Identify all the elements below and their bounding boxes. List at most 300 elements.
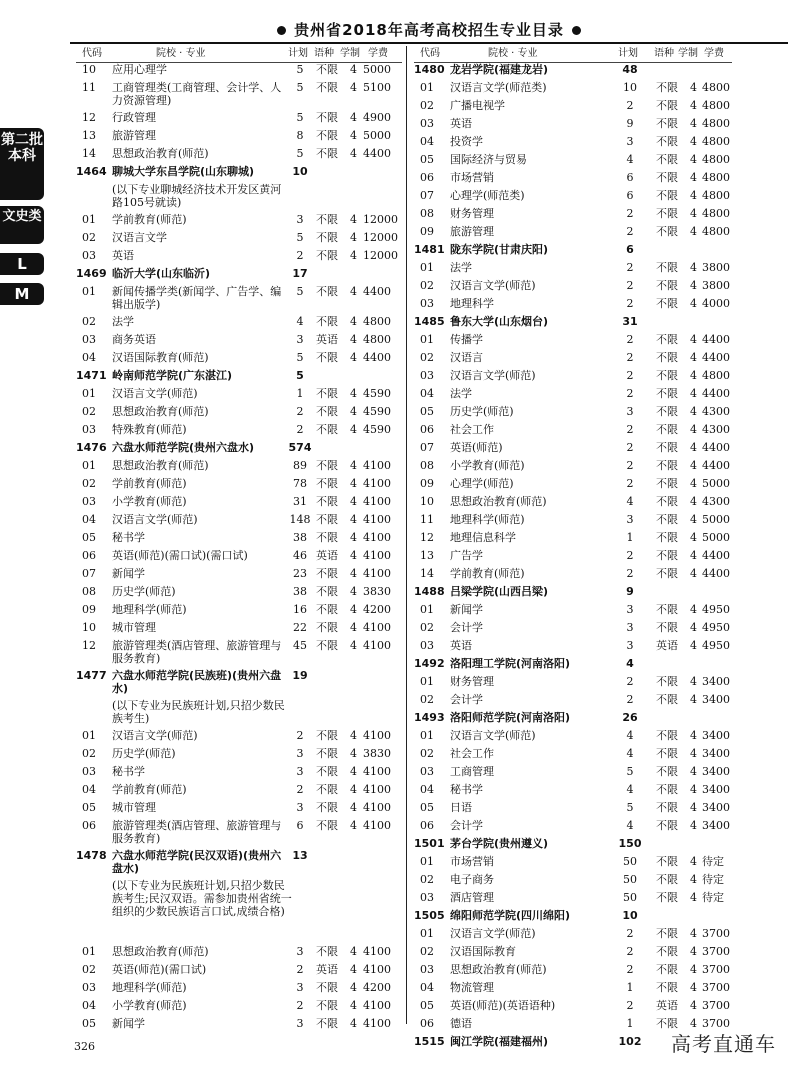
lang-cell: 不限: [656, 513, 678, 526]
plan-cell: 2: [626, 945, 634, 958]
years-cell: 4: [350, 111, 357, 124]
years-cell: 4: [690, 729, 697, 742]
name-cell: 商务英语: [112, 333, 156, 346]
years-cell: 4: [690, 423, 697, 436]
years-cell: 4: [350, 315, 357, 328]
bullet-icon: [277, 26, 286, 35]
code-cell: 04: [420, 135, 434, 148]
right-column: [414, 46, 732, 1053]
name-cell: 汉语言文学(师范): [112, 729, 198, 742]
name-cell: 市场营销: [450, 171, 494, 184]
name-cell: (以下专业为民族班计划,只招少数民族考生;民汉双语。需参加贵州省统一组织的少数民族语言口试,成绩合格): [112, 879, 292, 918]
name-cell: 国际经济与贸易: [450, 153, 527, 166]
lang-cell: 不限: [656, 945, 678, 958]
fee-cell: 4200: [363, 981, 391, 994]
lang-cell: 不限: [316, 801, 338, 814]
name-cell: 岭南师范学院(广东湛江): [112, 369, 233, 382]
name-cell: 汉语言文学(师范): [450, 927, 536, 940]
years-cell: 4: [350, 477, 357, 490]
years-cell: 4: [690, 945, 697, 958]
years-cell: 4: [690, 963, 697, 976]
name-cell: 龙岩学院(福建龙岩): [450, 63, 549, 76]
name-cell: 社会工作: [450, 747, 494, 760]
code-cell: 1501: [414, 837, 445, 850]
fee-cell: 3830: [363, 747, 391, 760]
column-header: [414, 46, 732, 63]
lang-cell: 不限: [656, 99, 678, 112]
fee-cell: 4800: [702, 189, 730, 202]
plan-cell: 2: [626, 369, 634, 382]
years-cell: 4: [690, 801, 697, 814]
plan-cell: 2: [626, 387, 634, 400]
major-row: [414, 171, 732, 189]
lang-cell: 不限: [656, 297, 678, 310]
major-row: [76, 819, 402, 849]
major-row: [414, 495, 732, 513]
major-row: [76, 765, 402, 783]
years-cell: 4: [690, 117, 697, 130]
name-cell: 六盘水师范学院(民汉双语)(贵州六盘水): [112, 849, 282, 875]
code-cell: 06: [420, 171, 434, 184]
years-cell: 4: [350, 387, 357, 400]
code-cell: 03: [82, 423, 96, 436]
lang-cell: 不限: [316, 315, 338, 328]
name-cell: 法学: [112, 315, 134, 328]
years-cell: 4: [350, 333, 357, 346]
fee-cell: 3400: [702, 747, 730, 760]
code-cell: 01: [420, 675, 434, 688]
lang-cell: 不限: [656, 477, 678, 490]
code-cell: 02: [420, 693, 434, 706]
years-cell: 4: [690, 927, 697, 940]
plan-cell: 5: [296, 81, 304, 94]
name-cell: 英语(师范)(英语语种): [450, 999, 556, 1012]
side-tab-letter-l: L: [0, 253, 44, 275]
plan-cell: 2: [296, 249, 304, 262]
fee-cell: 4800: [702, 99, 730, 112]
plan-cell: 4: [626, 783, 634, 796]
bullet-icon: [572, 26, 581, 35]
fee-cell: 12000: [363, 249, 398, 262]
code-cell: 06: [420, 819, 434, 832]
plan-cell: 3: [296, 981, 304, 994]
plan-cell: 26: [622, 711, 638, 724]
fee-cell: 5000: [363, 63, 391, 76]
major-row: [76, 387, 402, 405]
fee-cell: 3800: [702, 261, 730, 274]
name-cell: 地理科学: [450, 297, 494, 310]
major-row: [414, 477, 732, 495]
fee-cell: 3400: [702, 801, 730, 814]
plan-cell: 3: [626, 135, 634, 148]
major-row: [414, 639, 732, 657]
name-cell: 临沂大学(山东临沂): [112, 267, 211, 280]
name-cell: 思想政治教育(师范): [112, 405, 209, 418]
school-row: [414, 837, 732, 855]
code-cell: 1505: [414, 909, 445, 922]
major-row: [76, 729, 402, 747]
years-cell: 4: [690, 513, 697, 526]
plan-cell: 3: [296, 747, 304, 760]
major-row: [76, 621, 402, 639]
page-header: [70, 20, 788, 44]
lang-cell: 不限: [316, 621, 338, 634]
fee-cell: 4100: [363, 459, 391, 472]
fee-cell: 4100: [363, 531, 391, 544]
name-cell: 学前教育(师范): [112, 213, 187, 226]
years-cell: 4: [350, 747, 357, 760]
lang-cell: 不限: [316, 531, 338, 544]
name-cell: 汉语言文学(师范): [450, 729, 536, 742]
years-cell: 4: [690, 297, 697, 310]
code-cell: 03: [82, 249, 96, 262]
years-cell: 4: [350, 783, 357, 796]
lang-cell: 不限: [656, 819, 678, 832]
major-row: [414, 819, 732, 837]
fee-cell: 3700: [702, 999, 730, 1012]
years-cell: 4: [350, 285, 357, 298]
lang-cell: 不限: [656, 873, 678, 886]
name-cell: 汉语言文学(师范): [112, 513, 198, 526]
side-tab-letter-m: M: [0, 283, 44, 305]
school-row: [414, 585, 732, 603]
fee-cell: 4100: [363, 639, 391, 652]
fee-cell: 3400: [702, 693, 730, 706]
name-cell: 汉语言文学(师范): [450, 279, 536, 292]
plan-cell: 19: [292, 669, 308, 682]
fee-cell: 4950: [702, 639, 730, 652]
name-cell: 汉语言: [450, 351, 483, 364]
major-row: [414, 513, 732, 531]
header-code: 代码: [420, 48, 440, 59]
code-cell: 02: [420, 945, 434, 958]
years-cell: 4: [690, 855, 697, 868]
code-cell: 05: [420, 405, 434, 418]
code-cell: 1476: [76, 441, 107, 454]
code-cell: 1488: [414, 585, 445, 598]
code-cell: 1478: [76, 849, 107, 862]
plan-cell: 148: [289, 513, 311, 526]
name-cell: 鲁东大学(山东烟台): [450, 315, 549, 328]
major-row: [414, 549, 732, 567]
lang-cell: 不限: [656, 1017, 678, 1030]
name-cell: 思想政治教育(师范): [450, 495, 547, 508]
name-cell: 会计学: [450, 819, 483, 832]
plan-cell: 2: [626, 261, 634, 274]
plan-cell: 10: [292, 165, 308, 178]
plan-cell: 4: [626, 657, 634, 670]
plan-cell: 3: [626, 603, 634, 616]
years-cell: 4: [350, 513, 357, 526]
years-cell: 4: [690, 693, 697, 706]
major-row: [414, 873, 732, 891]
name-cell: 思想政治教育(师范): [112, 945, 209, 958]
major-row: [414, 927, 732, 945]
years-cell: 4: [350, 801, 357, 814]
code-cell: 05: [420, 153, 434, 166]
fee-cell: 4100: [363, 549, 391, 562]
lang-cell: 不限: [656, 405, 678, 418]
fee-cell: 3400: [702, 729, 730, 742]
major-row: [414, 279, 732, 297]
code-cell: 04: [82, 783, 96, 796]
name-cell: 地理科学(师范): [112, 981, 187, 994]
lang-cell: 不限: [316, 81, 338, 94]
code-cell: 11: [420, 513, 434, 526]
lang-cell: 不限: [316, 351, 338, 364]
name-cell: 历史学(师范): [112, 747, 176, 760]
fee-cell: 4590: [363, 423, 391, 436]
major-row: [76, 783, 402, 801]
major-row: [414, 945, 732, 963]
plan-cell: 1: [626, 1017, 634, 1030]
page-number: 326: [74, 1040, 95, 1053]
fee-cell: 4100: [363, 945, 391, 958]
years-cell: 4: [690, 603, 697, 616]
code-cell: 07: [82, 567, 96, 580]
fee-cell: 4400: [702, 549, 730, 562]
plan-cell: 10: [622, 909, 638, 922]
major-row: [414, 153, 732, 171]
major-row: [76, 81, 402, 111]
code-cell: 03: [420, 297, 434, 310]
code-cell: 09: [82, 603, 96, 616]
years-cell: 4: [690, 747, 697, 760]
code-cell: 01: [420, 729, 434, 742]
name-cell: 新闻学: [112, 567, 145, 580]
code-cell: 02: [82, 747, 96, 760]
fee-cell: 待定: [702, 891, 724, 904]
lang-cell: 不限: [656, 351, 678, 364]
lang-cell: 不限: [316, 477, 338, 490]
name-cell: 小学教育(师范): [450, 459, 525, 472]
fee-cell: 3700: [702, 927, 730, 940]
name-cell: 英语(师范): [450, 441, 503, 454]
code-cell: 03: [82, 765, 96, 778]
name-cell: (以下专业为民族班计划,只招少数民族考生): [112, 699, 285, 725]
lang-cell: 英语: [656, 639, 678, 652]
plan-cell: 3: [296, 333, 304, 346]
code-cell: 09: [420, 477, 434, 490]
years-cell: 4: [350, 531, 357, 544]
school-row: [76, 165, 402, 183]
school-row: [76, 267, 402, 285]
lang-cell: 不限: [656, 675, 678, 688]
name-cell: 新闻学: [112, 1017, 145, 1030]
major-row: [76, 603, 402, 621]
major-row: [414, 459, 732, 477]
years-cell: 4: [690, 171, 697, 184]
fee-cell: 4300: [702, 423, 730, 436]
fee-cell: 4100: [363, 963, 391, 976]
plan-cell: 50: [623, 873, 637, 886]
years-cell: 4: [690, 189, 697, 202]
plan-cell: 2: [626, 567, 634, 580]
lang-cell: 不限: [656, 171, 678, 184]
lang-cell: 不限: [656, 927, 678, 940]
header-fee: 学费: [704, 48, 724, 59]
major-row: [76, 231, 402, 249]
plan-cell: 2: [626, 333, 634, 346]
plan-cell: 2: [296, 729, 304, 742]
plan-cell: 46: [293, 549, 307, 562]
code-cell: 01: [82, 729, 96, 742]
code-cell: 01: [82, 387, 96, 400]
code-cell: 03: [420, 963, 434, 976]
years-cell: 4: [350, 213, 357, 226]
code-cell: 14: [82, 147, 96, 160]
school-row: [414, 711, 732, 729]
name-cell: 旅游管理: [112, 129, 156, 142]
plan-cell: 4: [626, 153, 634, 166]
lang-cell: 不限: [656, 153, 678, 166]
code-cell: 01: [82, 945, 96, 958]
name-cell: 吕梁学院(山西吕梁): [450, 585, 549, 598]
years-cell: 4: [690, 981, 697, 994]
header-fee: 学费: [368, 48, 388, 59]
major-row: [76, 423, 402, 441]
major-row: [76, 405, 402, 423]
name-cell: 汉语国际教育(师范): [112, 351, 209, 364]
years-cell: 4: [690, 477, 697, 490]
major-row: [414, 225, 732, 243]
major-row: [414, 981, 732, 999]
lang-cell: 不限: [656, 207, 678, 220]
major-row: [414, 783, 732, 801]
plan-cell: 8: [296, 129, 304, 142]
code-cell: 02: [420, 99, 434, 112]
fee-cell: 4800: [702, 153, 730, 166]
lang-cell: 不限: [316, 213, 338, 226]
school-row: [76, 669, 402, 699]
years-cell: 4: [690, 819, 697, 832]
major-row: [76, 801, 402, 819]
lang-cell: 英语: [316, 963, 338, 976]
major-row: [414, 621, 732, 639]
lang-cell: 不限: [656, 279, 678, 292]
years-cell: 4: [350, 231, 357, 244]
code-cell: 03: [420, 369, 434, 382]
plan-cell: 5: [296, 285, 304, 298]
major-row: [414, 531, 732, 549]
code-cell: 02: [82, 963, 96, 976]
code-cell: 05: [420, 801, 434, 814]
code-cell: 04: [420, 783, 434, 796]
lang-cell: 不限: [656, 765, 678, 778]
fee-cell: 4300: [702, 495, 730, 508]
note-row: [76, 183, 402, 213]
years-cell: 4: [690, 1017, 697, 1030]
plan-cell: 2: [626, 351, 634, 364]
school-row: [414, 657, 732, 675]
fee-cell: 12000: [363, 213, 398, 226]
fee-cell: 5000: [363, 129, 391, 142]
code-cell: 05: [420, 999, 434, 1012]
fee-cell: 4100: [363, 765, 391, 778]
name-cell: 地理信息科学: [450, 531, 516, 544]
code-cell: 1469: [76, 267, 107, 280]
code-cell: 06: [82, 819, 96, 832]
code-cell: 04: [420, 981, 434, 994]
fee-cell: 3800: [702, 279, 730, 292]
fee-cell: 4100: [363, 729, 391, 742]
name-cell: 广播电视学: [450, 99, 505, 112]
name-cell: 英语: [112, 249, 134, 262]
code-cell: 04: [420, 387, 434, 400]
name-cell: 法学: [450, 387, 472, 400]
right-table-body: [414, 63, 732, 1053]
plan-cell: 5: [626, 801, 634, 814]
plan-cell: 1: [626, 531, 634, 544]
lang-cell: 不限: [316, 231, 338, 244]
plan-cell: 5: [296, 369, 304, 382]
lang-cell: 不限: [316, 495, 338, 508]
lang-cell: 不限: [656, 495, 678, 508]
fee-cell: 5000: [702, 531, 730, 544]
name-cell: 秘书学: [112, 531, 145, 544]
lang-cell: 不限: [316, 513, 338, 526]
header-lang: 语种: [314, 48, 334, 59]
fee-cell: 4200: [363, 603, 391, 616]
left-table-body: [76, 63, 402, 1035]
plan-cell: 4: [626, 495, 634, 508]
code-cell: 05: [82, 531, 96, 544]
major-row: [76, 513, 402, 531]
plan-cell: 5: [296, 111, 304, 124]
lang-cell: 不限: [656, 369, 678, 382]
school-row: [76, 849, 402, 879]
fee-cell: 4400: [702, 351, 730, 364]
code-cell: 01: [420, 855, 434, 868]
fee-cell: 4800: [702, 207, 730, 220]
fee-cell: 3700: [702, 981, 730, 994]
major-row: [76, 111, 402, 129]
lang-cell: 不限: [656, 261, 678, 274]
code-cell: 03: [420, 639, 434, 652]
lang-cell: 不限: [316, 111, 338, 124]
major-row: [414, 603, 732, 621]
code-cell: 02: [82, 477, 96, 490]
plan-cell: 6: [626, 243, 634, 256]
years-cell: 4: [350, 147, 357, 160]
years-cell: 4: [350, 549, 357, 562]
fee-cell: 4800: [363, 315, 391, 328]
code-cell: 06: [420, 1017, 434, 1030]
lang-cell: 不限: [656, 621, 678, 634]
plan-cell: 2: [626, 279, 634, 292]
fee-cell: 4900: [363, 111, 391, 124]
fee-cell: 5100: [363, 81, 391, 94]
years-cell: 4: [690, 369, 697, 382]
plan-cell: 3: [296, 213, 304, 226]
code-cell: 03: [420, 765, 434, 778]
years-cell: 4: [690, 153, 697, 166]
years-cell: 4: [690, 495, 697, 508]
lang-cell: 不限: [656, 225, 678, 238]
name-cell: 学前教育(师范): [112, 783, 187, 796]
code-cell: 01: [420, 603, 434, 616]
plan-cell: 45: [293, 639, 307, 652]
lang-cell: 不限: [316, 63, 338, 76]
fee-cell: 4100: [363, 495, 391, 508]
lang-cell: 不限: [316, 567, 338, 580]
major-row: [76, 495, 402, 513]
plan-cell: 50: [623, 891, 637, 904]
plan-cell: 2: [626, 999, 634, 1012]
major-row: [414, 441, 732, 459]
fee-cell: 待定: [702, 873, 724, 886]
code-cell: 1485: [414, 315, 445, 328]
